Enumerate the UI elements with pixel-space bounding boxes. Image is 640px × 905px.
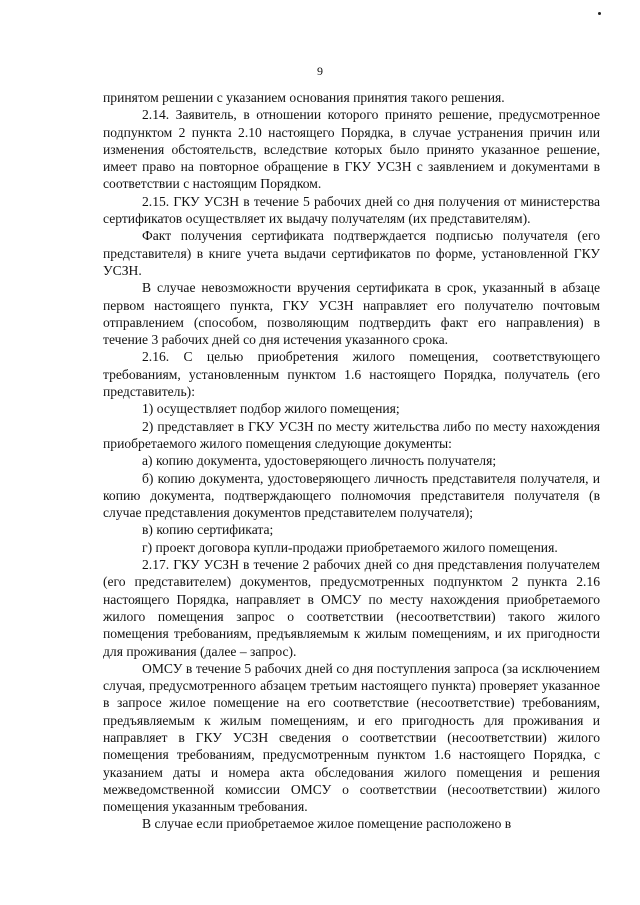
paragraph: 2.16. С целью приобретения жилого помещения, соответствующего требованиям, установленным пунктом 1.6 настоящего Порядка, получатель (его представитель): [103, 349, 600, 400]
paragraph: 2.14. Заявитель, в отношении которого принято решение, предусмотренное подпунктом 2 пункта 2.10 настоящего Порядка, в случае устранения причин или изменения обстоятельств, вследствие которых было принято указанное решение, имеет право на повторное обращение в ГКУ УСЗН с заявлением и документами в соответствии с настоящим Порядком. [103, 107, 600, 192]
paragraph: 2.17. ГКУ УСЗН в течение 2 рабочих дней со дня представления получателем (его представителем) документов, предусмотренных подпунктом 2 пункта 2.16 настоящего Порядка, направляет в ОМСУ по месту нахождения приобретаемого жилого помещения запрос о соответствии (несоответствии) такого жилого помещения требованиям, предъявляемым к жилым помещениям, и их пригодности для проживания (далее – запрос). [103, 557, 600, 659]
list-item: в) копию сертификата; [142, 522, 274, 538]
paragraph: принятом решении с указанием основания принятия такого решения. [103, 90, 505, 105]
scan-mark [598, 12, 601, 15]
list-item: б) копию документа, удостоверяющего личность представителя получателя, и копию документа, подтверждающего полномочия представителя получателя (в случае представления документов представителем получателя); [103, 470, 600, 521]
paragraph: ОМСУ в течение 5 рабочих дней со дня поступления запроса (за исключением случая, предусмотренного абзацем третьим настоящего пункта) проверяет указанное в запросе жилое помещение на его соответствие (несоответствие) требованиям, предъявляемым к жилым помещениям, и его пригодность для проживания и направляет в ГКУ УСЗН сведения о соответствии (несоответствии) жилого помещения требованиям, предусмотренным пунктом 1.6 настоящего Порядка, с указанием даты и номера акта обследования жилого помещения и решения межведомственной комиссии ОМСУ о соответствии (несоответствии) жилого помещения указанным требования. [103, 660, 600, 815]
list-item: г) проект договора купли-продажи приобретаемого жилого помещения. [142, 539, 558, 555]
page-number: 9 [317, 64, 323, 78]
paragraph: В случае если приобретаемое жилое помещение расположено в [142, 816, 512, 832]
document-body [103, 89, 600, 833]
list-item: 2) представляет в ГКУ УСЗН по месту жительства либо по месту нахождения приобретаемого жилого помещения следующие документы: [103, 418, 600, 451]
paragraph: 2.15. ГКУ УСЗН в течение 5 рабочих дней со дня получения от министерства сертификатов осуществляет их выдачу получателям (их представителям). [103, 193, 600, 227]
list-item: а) копию документа, удостоверяющего личность получателя; [142, 453, 497, 469]
paragraph: Факт получения сертификата подтверждается подписью получателя (его представителя) в книге учета выдачи сертификатов по форме, установленной ГКУ УСЗН. [103, 228, 600, 278]
paragraph: В случае невозможности вручения сертификата в срок, указанный в абзаце первом настоящего пункта, ГКУ УСЗН направляет его получателю почтовым отправлением (способом, позволяющим подтвердить факт его направления) в течение 3 рабочих дней со дня истечения указанного срока. [103, 280, 600, 348]
list-item: 1) осуществляет подбор жилого помещения; [142, 401, 400, 417]
